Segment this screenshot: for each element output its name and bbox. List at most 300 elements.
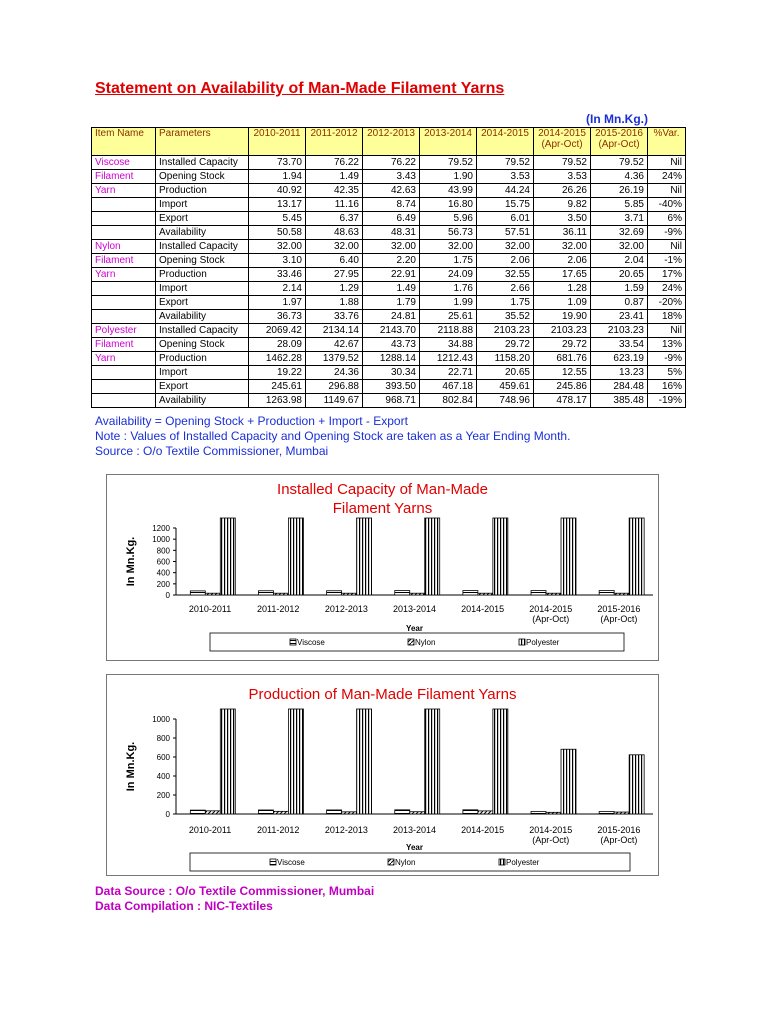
chart-title-line2: Filament Yarns — [332, 500, 433, 517]
value-cell: 1.59 — [591, 282, 648, 296]
value-cell: 5.96 — [420, 212, 477, 226]
parameter-cell: Import — [156, 366, 249, 380]
value-cell: 12.55 — [534, 366, 591, 380]
parameter-cell: Availability — [156, 226, 249, 240]
value-cell: 6.37 — [306, 212, 363, 226]
bar-nylon — [273, 811, 288, 814]
item-name-cell: Nylon — [92, 240, 156, 254]
value-cell: 22.91 — [363, 268, 420, 282]
variation-cell: Nil — [648, 184, 686, 198]
value-cell: 1.49 — [306, 170, 363, 184]
x-tick-label: 2014-2015 — [529, 604, 573, 614]
value-cell: 32.55 — [477, 268, 534, 282]
item-name-cell: Yarn — [92, 268, 156, 282]
bar-nylon — [614, 812, 629, 814]
bar-viscose — [190, 810, 205, 814]
y-tick-label: 0 — [165, 591, 170, 600]
value-cell: 2.04 — [591, 254, 648, 268]
bar-polyester — [629, 518, 644, 595]
value-cell: 2134.14 — [306, 324, 363, 338]
parameter-cell: Export — [156, 380, 249, 394]
value-cell: 9.82 — [534, 198, 591, 212]
bar-polyester — [561, 749, 576, 814]
value-cell: 79.52 — [534, 156, 591, 170]
value-cell: 1.28 — [534, 282, 591, 296]
bar-polyester — [220, 709, 235, 814]
bar-polyester — [493, 518, 508, 595]
item-name-cell — [92, 310, 156, 324]
value-cell: 459.61 — [477, 380, 534, 394]
variation-cell: -40% — [648, 198, 686, 212]
value-cell: 4.36 — [591, 170, 648, 184]
item-name-cell: Filament — [92, 338, 156, 352]
column-header: %Var. — [648, 128, 686, 156]
table-row — [92, 296, 686, 310]
x-tick-label: 2014-2015 — [529, 825, 573, 835]
bar-viscose — [327, 591, 342, 595]
value-cell: 36.73 — [249, 310, 306, 324]
value-cell: 30.34 — [363, 366, 420, 380]
y-tick-label: 600 — [156, 557, 170, 567]
value-cell: 1.75 — [420, 254, 477, 268]
page-title: Statement on Availability of Man-Made Filament Yarns — [95, 80, 505, 97]
parameter-cell: Installed Capacity — [156, 240, 249, 254]
bar-nylon — [205, 593, 220, 595]
value-cell: 32.00 — [249, 240, 306, 254]
legend-label: Nylon — [415, 638, 436, 647]
table-row — [92, 380, 686, 394]
bar-viscose — [395, 591, 410, 595]
value-cell: 33.54 — [591, 338, 648, 352]
column-header: 2013-2014 — [420, 128, 477, 156]
bar-viscose — [395, 810, 410, 814]
item-name-cell — [92, 366, 156, 380]
y-axis-label: In Mn.Kg. — [125, 536, 137, 587]
value-cell: 44.24 — [477, 184, 534, 198]
column-header: 2010-2011 — [249, 128, 306, 156]
bar-polyester — [288, 709, 303, 814]
column-header: Item Name — [92, 128, 156, 156]
bar-nylon — [614, 593, 629, 595]
value-cell: 6.01 — [477, 212, 534, 226]
value-cell: 79.52 — [420, 156, 477, 170]
column-header: 2014-2015 (Apr-Oct) — [534, 128, 591, 156]
parameter-cell: Production — [156, 268, 249, 282]
value-cell: 1.76 — [420, 282, 477, 296]
table-row — [92, 212, 686, 226]
column-header: 2012-2013 — [363, 128, 420, 156]
x-axis-label: Year — [406, 843, 423, 852]
variation-cell: -20% — [648, 296, 686, 310]
bar-nylon — [342, 593, 357, 595]
y-tick-label: 600 — [156, 753, 170, 762]
value-cell: 32.69 — [591, 226, 648, 240]
x-tick-label: (Apr-Oct) — [532, 835, 570, 845]
note-year-ending: Note : Values of Installed Capacity and Opening Stock are taken as a Year Ending Month. — [95, 429, 571, 443]
y-tick-label: 400 — [156, 568, 170, 578]
value-cell: 245.61 — [249, 380, 306, 394]
legend-swatch — [408, 639, 414, 645]
value-cell: 79.52 — [591, 156, 648, 170]
table-row — [92, 184, 686, 198]
bar-polyester — [220, 518, 235, 595]
value-cell: 2.14 — [249, 282, 306, 296]
value-cell: 1212.43 — [420, 352, 477, 366]
bar-polyester — [561, 518, 576, 595]
chart-plot — [107, 675, 658, 875]
variation-cell: 24% — [648, 170, 686, 184]
value-cell: 968.71 — [363, 394, 420, 408]
bar-polyester — [288, 518, 303, 595]
value-cell: 32.00 — [363, 240, 420, 254]
bar-polyester — [493, 709, 508, 814]
table-row — [92, 268, 686, 282]
parameter-cell: Production — [156, 352, 249, 366]
x-tick-label: 2011-2012 — [257, 604, 300, 614]
value-cell: 2143.70 — [363, 324, 420, 338]
variation-cell: 18% — [648, 310, 686, 324]
x-tick-label: 2015-2016 — [597, 825, 641, 835]
parameter-cell: Opening Stock — [156, 338, 249, 352]
chart-title-line1: Installed Capacity of Man-Made — [277, 481, 488, 498]
value-cell: 1149.67 — [306, 394, 363, 408]
variation-cell: 5% — [648, 366, 686, 380]
legend-label: Polyester — [506, 858, 540, 867]
value-cell: 1.49 — [363, 282, 420, 296]
value-cell: 24.09 — [420, 268, 477, 282]
table-row — [92, 338, 686, 352]
parameter-cell: Opening Stock — [156, 254, 249, 268]
value-cell: 57.51 — [477, 226, 534, 240]
value-cell: 0.87 — [591, 296, 648, 310]
bar-viscose — [463, 810, 478, 814]
table-row — [92, 170, 686, 184]
value-cell: 32.00 — [591, 240, 648, 254]
bar-nylon — [205, 811, 220, 814]
bar-nylon — [273, 593, 288, 595]
value-cell: 25.61 — [420, 310, 477, 324]
chart-plot — [107, 475, 658, 660]
value-cell: 29.72 — [477, 338, 534, 352]
legend-swatch — [388, 859, 394, 865]
y-tick-label: 0 — [165, 810, 170, 819]
x-tick-label: 2010-2011 — [188, 825, 232, 835]
value-cell: 2103.23 — [534, 324, 591, 338]
legend-label: Nylon — [395, 858, 416, 867]
installed-capacity-chart — [106, 474, 659, 661]
table-row — [92, 240, 686, 254]
item-name-cell: Polyester — [92, 324, 156, 338]
y-tick-label: 1000 — [152, 535, 170, 545]
variation-cell: -9% — [648, 226, 686, 240]
value-cell: 1158.20 — [477, 352, 534, 366]
value-cell: 33.76 — [306, 310, 363, 324]
value-cell: 33.46 — [249, 268, 306, 282]
legend-label: Viscose — [297, 638, 325, 647]
production-chart — [106, 674, 659, 876]
x-tick-label: 2012-2013 — [324, 825, 368, 835]
value-cell: 1.97 — [249, 296, 306, 310]
value-cell: 467.18 — [420, 380, 477, 394]
value-cell: 478.17 — [534, 394, 591, 408]
column-header: Parameters — [156, 128, 249, 156]
value-cell: 284.48 — [591, 380, 648, 394]
value-cell: 32.00 — [420, 240, 477, 254]
value-cell: 3.53 — [477, 170, 534, 184]
value-cell: 48.63 — [306, 226, 363, 240]
bar-nylon — [342, 812, 357, 814]
value-cell: 1263.98 — [249, 394, 306, 408]
x-axis-label: Year — [406, 624, 423, 633]
value-cell: 23.41 — [591, 310, 648, 324]
legend-swatch — [270, 859, 276, 865]
units-label: (In Mn.Kg.) — [586, 112, 648, 126]
bar-viscose — [599, 812, 614, 814]
table-header-row — [92, 128, 686, 156]
note-formula: Availability = Opening Stock + Production + Import - Export — [95, 414, 408, 428]
value-cell: 24.36 — [306, 366, 363, 380]
x-tick-label: 2011-2012 — [257, 825, 300, 835]
value-cell: 13.23 — [591, 366, 648, 380]
item-name-cell: Yarn — [92, 184, 156, 198]
y-tick-label: 400 — [156, 772, 170, 781]
value-cell: 2103.23 — [591, 324, 648, 338]
value-cell: 6.49 — [363, 212, 420, 226]
value-cell: 1.09 — [534, 296, 591, 310]
value-cell: 36.11 — [534, 226, 591, 240]
value-cell: 1.94 — [249, 170, 306, 184]
parameter-cell: Opening Stock — [156, 170, 249, 184]
bar-nylon — [410, 593, 425, 595]
column-header: 2011-2012 — [306, 128, 363, 156]
value-cell: 43.73 — [363, 338, 420, 352]
bar-nylon — [546, 593, 561, 595]
variation-cell: -19% — [648, 394, 686, 408]
item-name-cell — [92, 198, 156, 212]
bar-polyester — [425, 518, 440, 595]
table-row — [92, 366, 686, 380]
variation-cell: Nil — [648, 324, 686, 338]
bar-viscose — [531, 591, 546, 595]
value-cell: 393.50 — [363, 380, 420, 394]
value-cell: 20.65 — [477, 366, 534, 380]
value-cell: 42.63 — [363, 184, 420, 198]
value-cell: 32.00 — [306, 240, 363, 254]
legend-swatch — [290, 639, 296, 645]
value-cell: 48.31 — [363, 226, 420, 240]
parameter-cell: Production — [156, 184, 249, 198]
column-header: 2015-2016 (Apr-Oct) — [591, 128, 648, 156]
value-cell: 24.81 — [363, 310, 420, 324]
value-cell: 19.22 — [249, 366, 306, 380]
value-cell: 42.35 — [306, 184, 363, 198]
value-cell: 1379.52 — [306, 352, 363, 366]
bar-polyester — [357, 518, 372, 595]
y-tick-label: 800 — [156, 734, 170, 743]
value-cell: 79.52 — [477, 156, 534, 170]
variation-cell: -9% — [648, 352, 686, 366]
value-cell: 3.43 — [363, 170, 420, 184]
item-name-cell: Filament — [92, 170, 156, 184]
value-cell: 56.73 — [420, 226, 477, 240]
value-cell: 623.19 — [591, 352, 648, 366]
x-tick-label: 2013-2014 — [392, 604, 437, 614]
parameter-cell: Import — [156, 282, 249, 296]
bar-viscose — [258, 591, 273, 595]
parameter-cell: Installed Capacity — [156, 156, 249, 170]
bar-viscose — [258, 810, 273, 814]
bar-viscose — [463, 591, 478, 595]
x-tick-label: (Apr-Oct) — [532, 614, 570, 624]
bar-nylon — [410, 812, 425, 814]
value-cell: 1.90 — [420, 170, 477, 184]
value-cell: 35.52 — [477, 310, 534, 324]
value-cell: 2.20 — [363, 254, 420, 268]
bar-polyester — [425, 709, 440, 814]
value-cell: 32.00 — [477, 240, 534, 254]
column-header: 2014-2015 — [477, 128, 534, 156]
x-tick-label: (Apr-Oct) — [600, 835, 638, 845]
value-cell: 748.96 — [477, 394, 534, 408]
value-cell: 2103.23 — [477, 324, 534, 338]
value-cell: 26.19 — [591, 184, 648, 198]
table-row — [92, 352, 686, 366]
table-row — [92, 198, 686, 212]
legend-label: Polyester — [526, 638, 560, 647]
value-cell: 1.99 — [420, 296, 477, 310]
variation-cell: Nil — [648, 240, 686, 254]
variation-cell: 16% — [648, 380, 686, 394]
value-cell: 1.29 — [306, 282, 363, 296]
value-cell: 19.90 — [534, 310, 591, 324]
value-cell: 42.67 — [306, 338, 363, 352]
parameter-cell: Installed Capacity — [156, 324, 249, 338]
x-tick-label: 2015-2016 — [597, 604, 641, 614]
value-cell: 3.50 — [534, 212, 591, 226]
item-name-cell — [92, 394, 156, 408]
table-row — [92, 282, 686, 296]
item-name-cell — [92, 380, 156, 394]
data-source: Data Source : O/o Textile Commissioner, Mumbai — [95, 884, 375, 898]
x-tick-label: 2012-2013 — [324, 604, 368, 614]
parameter-cell: Availability — [156, 394, 249, 408]
value-cell: 26.26 — [534, 184, 591, 198]
value-cell: 32.00 — [534, 240, 591, 254]
bar-viscose — [190, 591, 205, 595]
legend-swatch — [499, 859, 505, 865]
value-cell: 34.88 — [420, 338, 477, 352]
x-tick-label: (Apr-Oct) — [600, 614, 638, 624]
item-name-cell — [92, 212, 156, 226]
value-cell: 8.74 — [363, 198, 420, 212]
value-cell: 2.06 — [534, 254, 591, 268]
y-tick-label: 800 — [156, 546, 170, 556]
item-name-cell — [92, 296, 156, 310]
footer — [95, 884, 374, 914]
y-tick-label: 200 — [156, 791, 170, 800]
variation-cell: 6% — [648, 212, 686, 226]
parameter-cell: Export — [156, 212, 249, 226]
value-cell: 296.88 — [306, 380, 363, 394]
value-cell: 40.92 — [249, 184, 306, 198]
table-row — [92, 324, 686, 338]
parameter-cell: Availability — [156, 310, 249, 324]
x-tick-label: 2010-2011 — [188, 604, 232, 614]
parameter-cell: Import — [156, 198, 249, 212]
value-cell: 11.16 — [306, 198, 363, 212]
table-row — [92, 254, 686, 268]
variation-cell: 17% — [648, 268, 686, 282]
value-cell: 28.09 — [249, 338, 306, 352]
item-name-cell: Viscose — [92, 156, 156, 170]
table-row — [92, 310, 686, 324]
variation-cell: Nil — [648, 156, 686, 170]
parameter-cell: Export — [156, 296, 249, 310]
y-axis-label: In Mn.Kg. — [125, 741, 137, 792]
value-cell: 3.53 — [534, 170, 591, 184]
value-cell: 385.48 — [591, 394, 648, 408]
value-cell: 2118.88 — [420, 324, 477, 338]
value-cell: 29.72 — [534, 338, 591, 352]
bar-polyester — [629, 755, 644, 814]
y-tick-label: 1000 — [152, 715, 170, 724]
value-cell: 2.66 — [477, 282, 534, 296]
bar-viscose — [599, 591, 614, 595]
variation-cell: 13% — [648, 338, 686, 352]
value-cell: 2069.42 — [249, 324, 306, 338]
item-name-cell — [92, 226, 156, 240]
bar-viscose — [327, 810, 342, 814]
item-name-cell: Filament — [92, 254, 156, 268]
value-cell: 2.06 — [477, 254, 534, 268]
value-cell: 1288.14 — [363, 352, 420, 366]
y-tick-label: 1200 — [152, 524, 170, 533]
x-tick-label: 2014-2015 — [461, 604, 505, 614]
table-row — [92, 394, 686, 408]
x-tick-label: 2014-2015 — [461, 825, 505, 835]
bar-viscose — [531, 812, 546, 814]
value-cell: 22.71 — [420, 366, 477, 380]
value-cell: 1462.28 — [249, 352, 306, 366]
variation-cell: 24% — [648, 282, 686, 296]
value-cell: 681.76 — [534, 352, 591, 366]
value-cell: 5.45 — [249, 212, 306, 226]
value-cell: 3.71 — [591, 212, 648, 226]
value-cell: 76.22 — [363, 156, 420, 170]
x-tick-label: 2013-2014 — [392, 825, 437, 835]
bar-polyester — [357, 709, 372, 814]
table-row — [92, 156, 686, 170]
value-cell: 43.99 — [420, 184, 477, 198]
value-cell: 27.95 — [306, 268, 363, 282]
legend-swatch — [519, 639, 525, 645]
value-cell: 16.80 — [420, 198, 477, 212]
availability-table — [91, 127, 686, 408]
value-cell: 802.84 — [420, 394, 477, 408]
value-cell: 3.10 — [249, 254, 306, 268]
notes — [95, 414, 570, 459]
variation-cell: -1% — [648, 254, 686, 268]
note-source: Source : O/o Textile Commissioner, Mumbai — [95, 444, 329, 458]
bar-nylon — [546, 812, 561, 814]
value-cell: 50.58 — [249, 226, 306, 240]
value-cell: 1.88 — [306, 296, 363, 310]
value-cell: 5.85 — [591, 198, 648, 212]
value-cell: 17.65 — [534, 268, 591, 282]
value-cell: 1.75 — [477, 296, 534, 310]
value-cell: 15.75 — [477, 198, 534, 212]
value-cell: 245.86 — [534, 380, 591, 394]
